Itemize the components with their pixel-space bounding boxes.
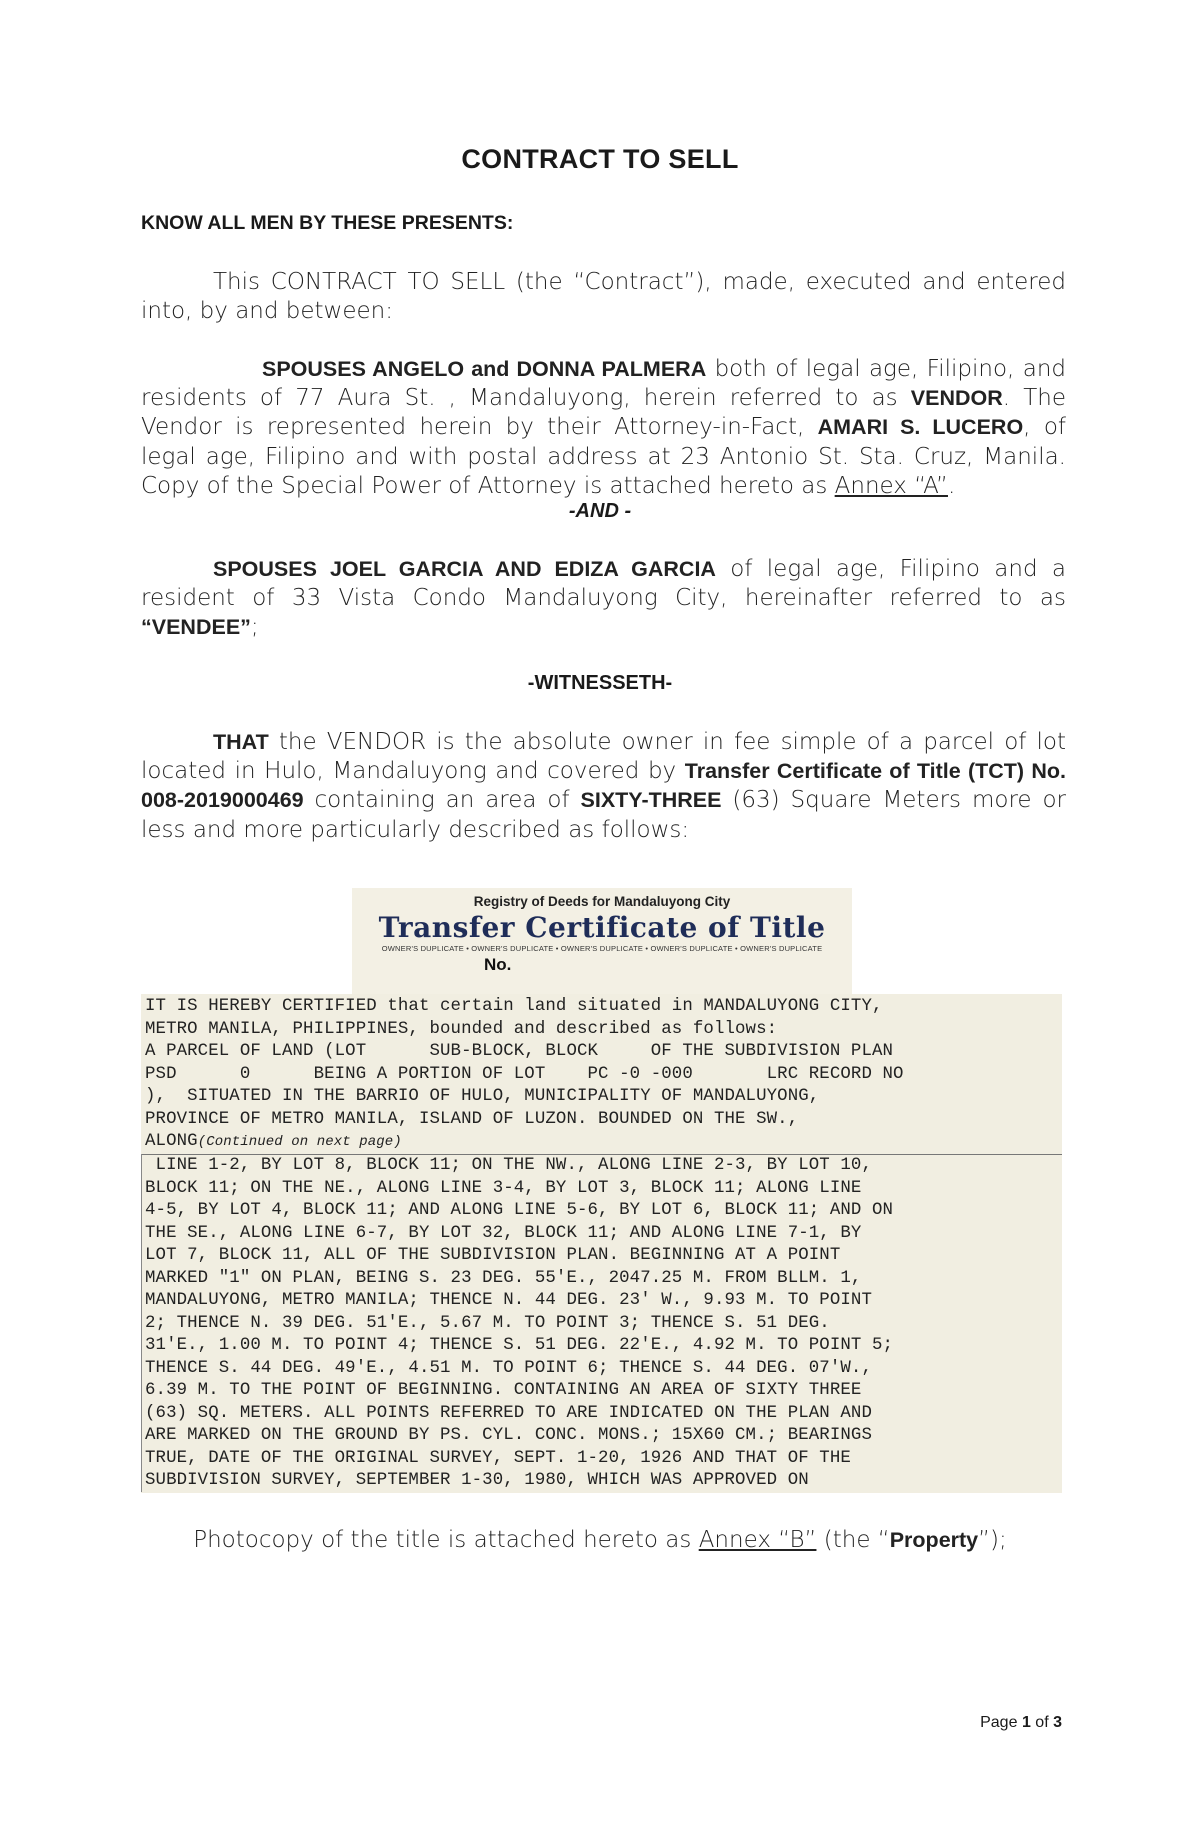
vendor-text-b: . The Vendor is represented herein by their Attorney-in-Fact, xyxy=(141,385,1066,441)
annex-b-text-c: ”); xyxy=(978,1527,1007,1553)
that-word: THAT xyxy=(213,730,269,754)
vendee-text-b: ; xyxy=(250,614,259,641)
cert-line: 2; THENCE N. 39 DEG. 51'E., 5.67 M. TO POINT 3; THENCE S. 51 DEG. xyxy=(145,1313,830,1333)
cert-line: A PARCEL OF LAND (LOT SUB-BLOCK, BLOCK OF THE SUBDIVISION PLAN xyxy=(145,1042,894,1061)
cert-line: 4-5, BY LOT 4, BLOCK 11; AND ALONG LINE 5-6, BY LOT 6, BLOCK 11; AND ON xyxy=(145,1201,894,1220)
tct-number: Transfer Certificate of Title (TCT) No. 008-2019000469 xyxy=(141,759,1066,813)
cert-line: THE SE., ALONG LINE 6-7, BY LOT 32, BLOCK 11; AND ALONG LINE 7-1, BY xyxy=(145,1223,862,1243)
total-pages: 3 xyxy=(1053,1714,1062,1731)
cert-line: THENCE S. 44 DEG. 49'E., 4.51 M. TO POINT 6; THENCE S. 44 DEG. 07'W., xyxy=(145,1358,872,1378)
certificate-top-text xyxy=(145,996,1061,1154)
cert-line: MARKED "1" ON PLAN, BEING S. 23 DEG. 55'E., 2047.25 M. FROM BLLM. 1, xyxy=(145,1268,862,1288)
ownership-text-a: the VENDOR is the absolute owner in fee simple of a parcel of lot located in Hulo, Mandaluyong and covered by xyxy=(141,729,1066,785)
certificate-bottom-text xyxy=(145,1155,1061,1493)
certificate-header xyxy=(352,888,852,994)
vendor-text-d: . xyxy=(947,472,956,499)
certificate-name: Transfer Certificate of Title xyxy=(378,911,826,944)
attorney-name: AMARI S. LUCERO xyxy=(817,415,1024,440)
vendor-name: SPOUSES ANGELO and DONNA PALMERA xyxy=(262,357,707,381)
of-word: of xyxy=(1035,1714,1049,1731)
vendor-paragraph xyxy=(141,355,1066,501)
cert-line: 31'E., 1.00 M. TO POINT 4; THENCE S. 51 DEG. 22'E., 4.92 M. TO POINT 5; xyxy=(145,1336,894,1355)
annex-a-reference: Annex “A” xyxy=(834,472,948,499)
certificate-number-label: No. xyxy=(484,955,512,974)
annex-b-paragraph xyxy=(0,1527,1200,1553)
cert-line: TRUE, DATE OF THE ORIGINAL SURVEY, SEPT. 1-20, 1926 AND THAT OF THE xyxy=(145,1448,851,1468)
vendee-text-a: of legal age, Filipino and a resident of 33 Vista Condo Mandaluyong City, hereinafter referred to as xyxy=(141,556,1066,612)
vendee-name: SPOUSES JOEL GARCIA AND EDIZA GARCIA xyxy=(213,557,716,581)
annex-b-text-a: Photocopy of the title is attached hereto as xyxy=(193,1527,699,1553)
and-separator: -AND - xyxy=(568,500,632,522)
cert-line: LINE 1-2, BY LOT 8, BLOCK 11; ON THE NW., ALONG LINE 2-3, BY LOT 10, xyxy=(145,1156,872,1175)
cert-line-along xyxy=(145,1131,1061,1154)
cert-line: METRO MANILA, PHILIPPINES, bounded and described as follows: xyxy=(145,1019,778,1039)
certificate-left-border xyxy=(141,1154,142,1492)
annex-b-reference: Annex “B” xyxy=(698,1527,817,1553)
cert-line: PROVINCE OF METRO MANILA, ISLAND OF LUZON. BOUNDED ON THE SW., xyxy=(145,1109,799,1129)
document-title: CONTRACT TO SELL xyxy=(461,144,739,174)
cert-line: MANDALUYONG, METRO MANILA; THENCE N. 44 DEG. 23' W., 9.93 M. TO POINT xyxy=(145,1291,872,1310)
intro-text: This CONTRACT TO SELL (the “Contract”), made, executed and entered into, by and between: xyxy=(141,269,1066,325)
area-words: SIXTY-THREE xyxy=(580,788,722,813)
along-word: ALONG xyxy=(145,1132,198,1151)
vendor-text-c: , of legal age, Filipino and with postal address at 23 Antonio St. Sta. Cruz, Manila. Copy of the Special Power of Attorney is attached hereto as xyxy=(141,414,1066,499)
cert-line: IT IS HEREBY CERTIFIED that certain land situated in MANDALUYONG CITY, xyxy=(145,997,883,1016)
know-all-men-heading: KNOW ALL MEN BY THESE PRESENTS: xyxy=(141,212,514,234)
ownership-text-b: containing an area of xyxy=(303,787,581,814)
vendor-text-a: both of legal age, Filipino, and residents of 77 Aura St. , Mandaluyong, herein referred to as xyxy=(141,356,1066,412)
vendee-paragraph xyxy=(141,555,1066,643)
cert-line: 6.39 M. TO THE POINT OF BEGINNING. CONTAINING AN AREA OF SIXTY THREE xyxy=(145,1381,862,1400)
page-number-footer xyxy=(958,1714,1062,1732)
current-page: 1 xyxy=(1021,1714,1031,1731)
continued-note: (Continued on next page) xyxy=(197,1134,402,1150)
owners-duplicate-strip: OWNER'S DUPLICATE • OWNER'S DUPLICATE • OWNER'S DUPLICATE • OWNER'S DUPLICATE • OWNER'S DUPLICATE xyxy=(381,944,823,953)
intro-paragraph xyxy=(141,268,1066,326)
ownership-text-c: (63) Square Meters more or less and more particularly described as follows: xyxy=(141,787,1066,843)
annex-b-text-b: (the “ xyxy=(816,1527,890,1553)
cert-line: LOT 7, BLOCK 11, ALL OF THE SUBDIVISION PLAN. BEGINNING AT A POINT xyxy=(145,1246,841,1265)
cert-line: ARE MARKED ON THE GROUND BY PS. CYL. CONC. MONS.; 15X60 CM.; BEARINGS xyxy=(145,1426,872,1445)
registry-name: Registry of Deeds for Mandaluyong City xyxy=(473,894,731,909)
certificate-body xyxy=(141,994,1062,1493)
cert-line: ), SITUATED IN THE BARRIO OF HULO, MUNICIPALITY OF MANDALUYONG, xyxy=(145,1087,820,1106)
vendor-label: VENDOR xyxy=(910,386,1003,411)
ownership-paragraph xyxy=(141,728,1066,845)
cert-line: PSD 0 BEING A PORTION OF LOT PC -0 -000 LRC RECORD NO xyxy=(145,1064,904,1084)
page-word: Page xyxy=(980,1714,1018,1731)
cert-line: SUBDIVISION SURVEY, SEPTEMBER 1-30, 1980, WHICH WAS APPROVED ON xyxy=(145,1471,809,1490)
cert-line: BLOCK 11; ON THE NE., ALONG LINE 3-4, BY LOT 3, BLOCK 11; ALONG LINE xyxy=(145,1178,862,1198)
vendee-label: “VENDEE” xyxy=(141,615,251,640)
witnesseth-heading: -WITNESSETH- xyxy=(527,672,673,694)
property-word: Property xyxy=(889,1528,979,1552)
cert-line: (63) SQ. METERS. ALL POINTS REFERRED TO ARE INDICATED ON THE PLAN AND xyxy=(145,1403,872,1423)
